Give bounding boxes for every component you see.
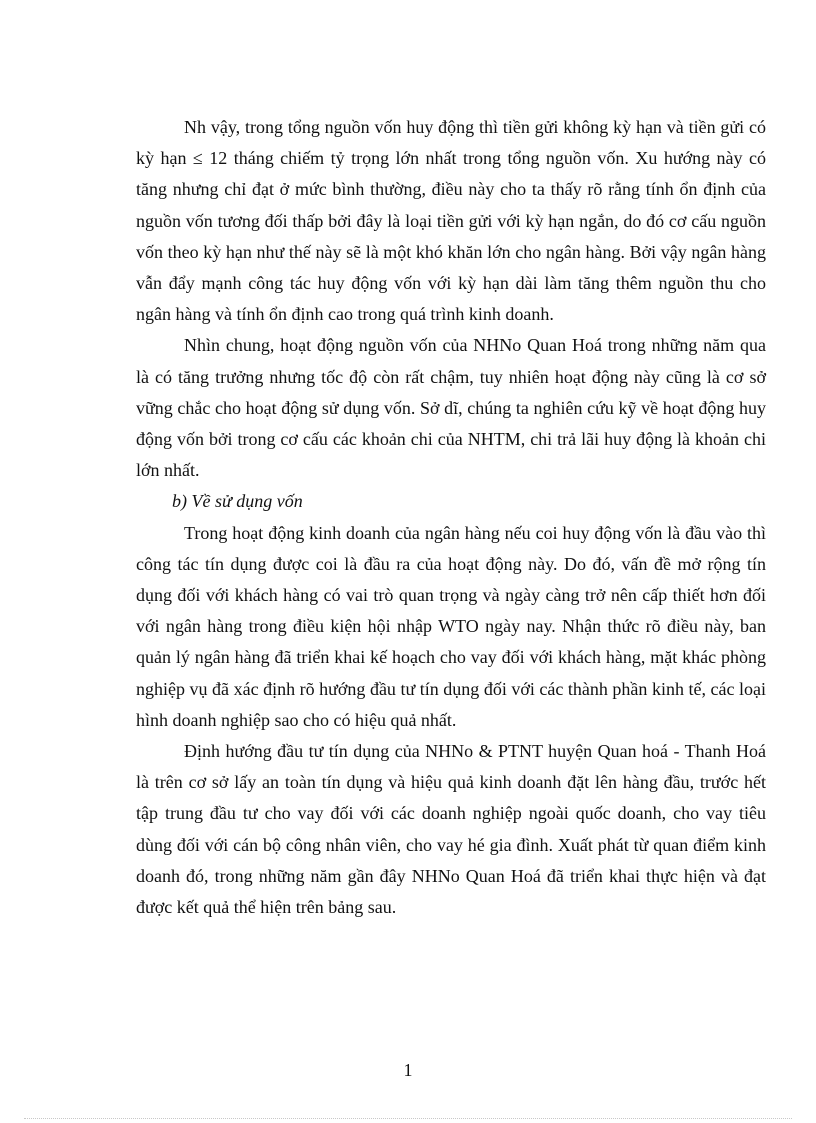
page-number: 1 <box>403 1060 413 1080</box>
paragraph-credit-orientation: Định hướng đầu tư tín dụng của NHNo & PTNT huyện Quan hoá - Thanh Hoá là trên cơ sở lấy an toàn tín dụng và hiệu quả kinh doanh đặt lên hàng đầu, trước hết tập trung đầu tư cho vay đối với các doanh nghiệp ngoài quốc doanh, cho vay tiêu dùng đối với cán bộ công nhân viên, cho vay hé gia đình. Xuất phát từ quan điểm kinh doanh đó, trong những năm gần đây NHNo Quan Hoá đã triển khai thực hiện và đạt được kết quả thể hiện trên bảng sau. <box>136 741 766 918</box>
section-heading-capital-use: b) Về sử dụng vốn <box>172 491 303 512</box>
page-bottom-divider <box>24 1118 792 1119</box>
paragraph-overview: Nhìn chung, hoạt động nguồn vốn của NHNo Quan Hoá trong những năm qua là có tăng trưởng nhưng tốc độ còn rất chậm, tuy nhiên hoạt động này cũng là cơ sở vững chắc cho hoạt động sử dụng vốn. Sở dĩ, chúng ta nghiên cứu kỹ về hoạt động huy động vốn bởi trong cơ cấu các khoản chi của NHTM, chi trả lãi huy động là khoản chi lớn nhất. <box>136 335 766 481</box>
document-body <box>136 112 766 923</box>
paragraph-credit-activity: Trong hoạt động kinh doanh của ngân hàng nếu coi huy động vốn là đầu vào thì công tác tín dụng được coi là đầu ra của hoạt động này. Do đó, vấn đề mở rộng tín dụng đối với khách hàng có vai trò quan trọng và ngày càng trở nên cấp thiết hơn đối với ngân hàng trong điều kiện hội nhập WTO ngày nay. Nhận thức rõ điều này, ban quản lý ngân hàng đã triển khai kế hoạch cho vay đối với khách hàng, mặt khác phòng nghiệp vụ đã xác định rõ hướng đầu tư tín dụng đối với các thành phần kinh tế, các loại hình doanh nghiệp sao cho có hiệu quả nhất. <box>136 522 766 730</box>
paragraph-capital-structure: Nh vậy, trong tổng nguồn vốn huy động thì tiền gửi không kỳ hạn và tiền gửi có kỳ hạn ≤ 12 tháng chiếm tỷ trọng lớn nhất trong tổng nguồn vốn. Xu hướng này có tăng nhưng chỉ đạt ở mức bình thường, điều này cho ta thấy rõ rằng tính ổn định của nguồn vốn tương đối thấp bởi đây là loại tiền gửi với kỳ hạn ngắn, do đó cơ cấu nguồn vốn theo kỳ hạn như thế này sẽ là một khó khăn lớn cho ngân hàng. Bởi vậy ngân hàng vẫn đẩy mạnh công tác huy động vốn với kỳ hạn dài làm tăng thêm nguồn thu cho ngân hàng và tính ổn định cao trong quá trình kinh doanh. <box>136 117 766 325</box>
